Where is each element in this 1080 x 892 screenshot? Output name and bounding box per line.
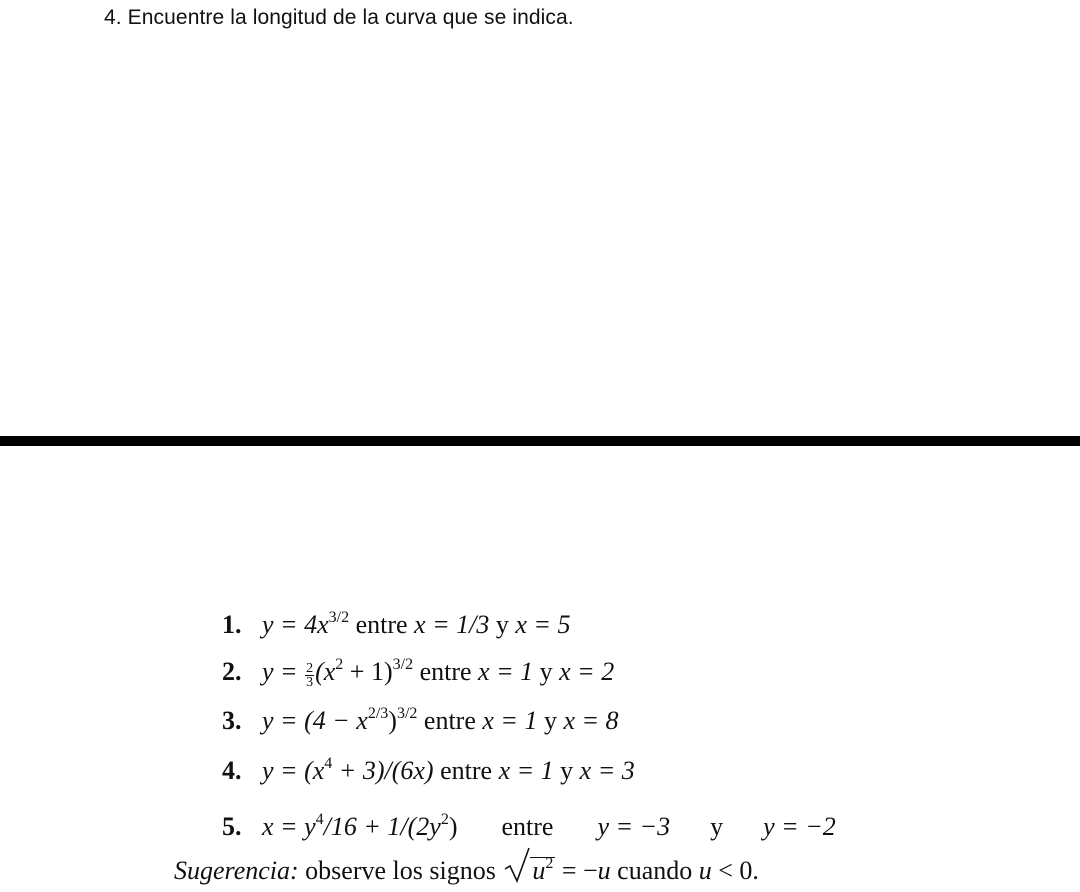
problem-2 <box>222 656 615 690</box>
upper-bound: y = −2 <box>763 812 836 841</box>
exponent: 3/2 <box>396 705 418 722</box>
upper-bound: x = 3 <box>579 756 635 785</box>
instruction-heading: 4. Encuentre la longitud de la curva que se indica. <box>104 6 574 29</box>
exponent: 3/2 <box>328 609 350 626</box>
and-text: y <box>533 657 560 686</box>
exponent: 2 <box>335 656 344 673</box>
upper-bound: x = 2 <box>559 657 615 686</box>
exponent: 4 <box>324 755 333 772</box>
hint-text: < 0. <box>711 856 759 885</box>
connector-text: entre <box>413 657 479 686</box>
lower-bound: y = −3 <box>597 812 671 841</box>
upper-bound: x = 8 <box>563 706 619 735</box>
connector-text: entre <box>501 812 554 841</box>
square-root <box>504 857 555 884</box>
problem-number: 2. <box>222 657 242 686</box>
exponent: 2 <box>440 811 449 828</box>
problem-number: 5. <box>222 812 242 841</box>
radicand: $u^2$ <box>532 855 554 885</box>
expression-part: ) <box>388 706 397 735</box>
expression: x = y <box>262 812 316 841</box>
hint-text: observe los signos <box>298 856 503 885</box>
and-text: y <box>537 706 564 735</box>
hint-text: cuando <box>610 856 699 885</box>
lower-bound: x = 1 <box>482 706 538 735</box>
hint-text: = − <box>555 856 598 885</box>
fraction-numerator: 2 <box>306 661 314 676</box>
problem-4 <box>222 755 635 785</box>
fraction-denominator: 3 <box>306 675 314 690</box>
upper-bound: x = 5 <box>515 610 571 639</box>
expression-part: ) <box>448 812 458 841</box>
hint-label: Sugerencia: <box>174 856 299 885</box>
problem-number: 4. <box>222 756 242 785</box>
lower-bound: x = 1/3 <box>414 610 490 639</box>
exponent: 2/3 <box>367 705 389 722</box>
expression: y = <box>262 657 305 686</box>
expression: y = (4 − x <box>262 706 368 735</box>
and-text: y <box>553 756 580 785</box>
hint-line <box>174 857 759 884</box>
connector-text: entre <box>349 610 415 639</box>
expression-part: (x <box>315 657 336 686</box>
and-text: y <box>710 812 724 841</box>
expression-part: + 3)/(6x) <box>332 756 434 785</box>
expression: y = (x <box>262 756 325 785</box>
lower-bound: x = 1 <box>498 756 554 785</box>
exponent: 3/2 <box>392 656 414 673</box>
problem-1 <box>222 609 571 639</box>
variable: u <box>698 856 712 885</box>
variable: u <box>597 856 611 885</box>
lower-bound: x = 1 <box>478 657 534 686</box>
expression-part: /16 + 1/(2y <box>323 812 441 841</box>
radical-sign-icon <box>504 847 530 883</box>
problem-number: 1. <box>222 610 242 639</box>
expression: y = 4x <box>262 610 329 639</box>
and-text: y <box>489 610 516 639</box>
problem-3 <box>222 705 619 735</box>
exponent: 4 <box>315 811 324 828</box>
connector-text: entre <box>433 756 499 785</box>
connector-text: entre <box>417 706 483 735</box>
fraction <box>305 662 314 689</box>
problem-5 <box>222 811 836 841</box>
problem-number: 3. <box>222 706 242 735</box>
expression-part: + 1) <box>343 657 393 686</box>
